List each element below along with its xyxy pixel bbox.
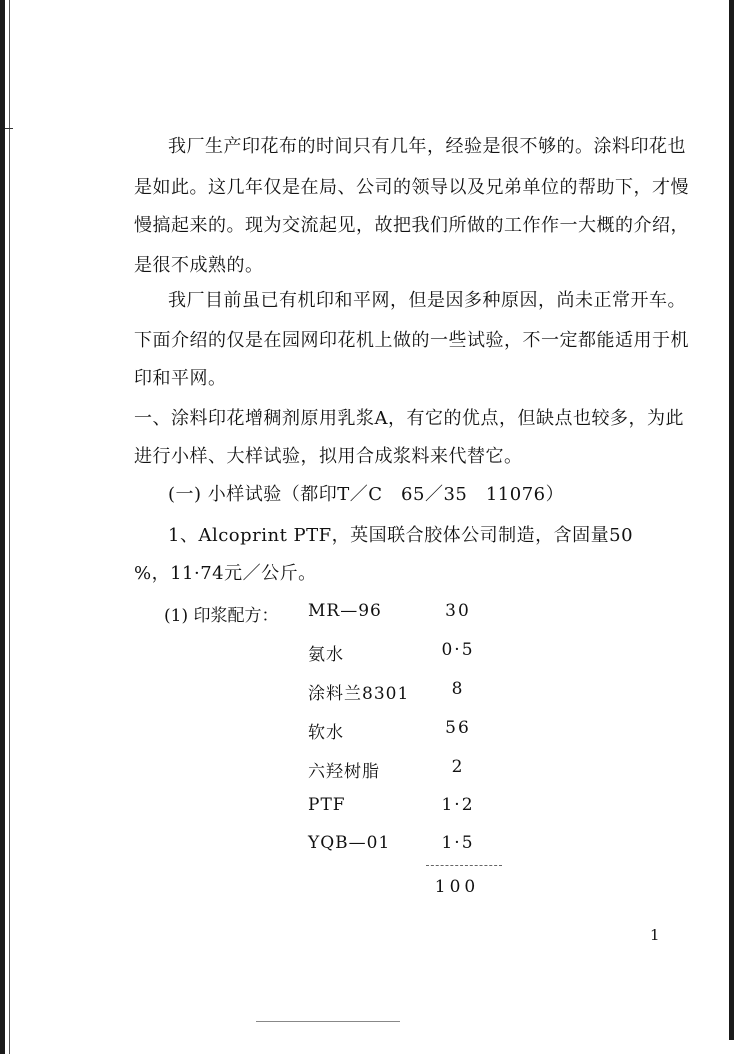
paragraph-2-line-3: 印和平网。 <box>134 368 227 389</box>
ingredient-qty: 0·5 <box>441 640 475 660</box>
ingredient-qty: 56 <box>445 718 471 738</box>
paragraph-1-line-1: 我厂生产印花布的时间只有几年，经验是很不够的。涂料印花也 <box>168 136 686 157</box>
section-heading-line-2: 进行小样、大样试验，拟用合成浆料来代替它。 <box>134 446 523 467</box>
scan-left-edge-line <box>9 0 10 1054</box>
scan-left-edge <box>0 0 5 1054</box>
ingredient-name: MR—96 <box>308 601 382 621</box>
ingredient-qty: 30 <box>445 601 471 621</box>
paragraph-2-line-2: 下面介绍的仅是在园网印花机上做的一些试验，不一定都能适用于机 <box>134 330 689 351</box>
ingredient-name: 六羟树脂 <box>308 762 380 782</box>
scan-right-edge <box>729 0 734 1040</box>
ingredient-name: 涂料兰8301 <box>308 684 410 704</box>
page-number: 1 <box>650 926 660 944</box>
paragraph-1-line-3: 慢搞起来的。现为交流起见，故把我们所做的工作作一大概的介绍， <box>134 215 689 236</box>
recipe-total: 100 <box>434 877 480 897</box>
item-1-line-1: 1、Alcoprint PTF，英国联合胶体公司制造，含固量50 <box>168 525 634 546</box>
subsection-heading: (一) 小样试验（都印T／C 65／35 11076） <box>168 484 565 505</box>
ingredient-qty: 1·2 <box>441 795 475 815</box>
ingredient-qty: 2 <box>451 757 465 777</box>
ingredient-qty: 8 <box>451 679 465 699</box>
ingredient-name: 氨水 <box>308 645 344 665</box>
recipe-label: (1) 印浆配方： <box>164 606 279 626</box>
item-1-line-2: %，11·74元／公斤。 <box>134 563 317 584</box>
ingredient-name: 软水 <box>308 723 344 743</box>
ingredient-name: PTF <box>308 795 346 815</box>
ingredient-name: YQB—01 <box>308 833 391 853</box>
section-heading-line-1: 一、涂料印花增稠剂原用乳浆A，有它的优点，但缺点也较多，为此 <box>134 408 684 429</box>
scan-edge-tick <box>5 128 13 129</box>
sum-rule <box>426 865 502 866</box>
ingredient-qty: 1·5 <box>441 833 475 853</box>
bottom-rule <box>256 1021 400 1022</box>
paragraph-2-line-1: 我厂目前虽已有机印和平网，但是因多种原因，尚未正常开车。 <box>168 290 686 311</box>
paragraph-1-line-2: 是如此。这几年仅是在局、公司的领导以及兄弟单位的帮助下，才慢 <box>134 177 689 198</box>
paragraph-1-line-4: 是很不成熟的。 <box>134 255 264 276</box>
